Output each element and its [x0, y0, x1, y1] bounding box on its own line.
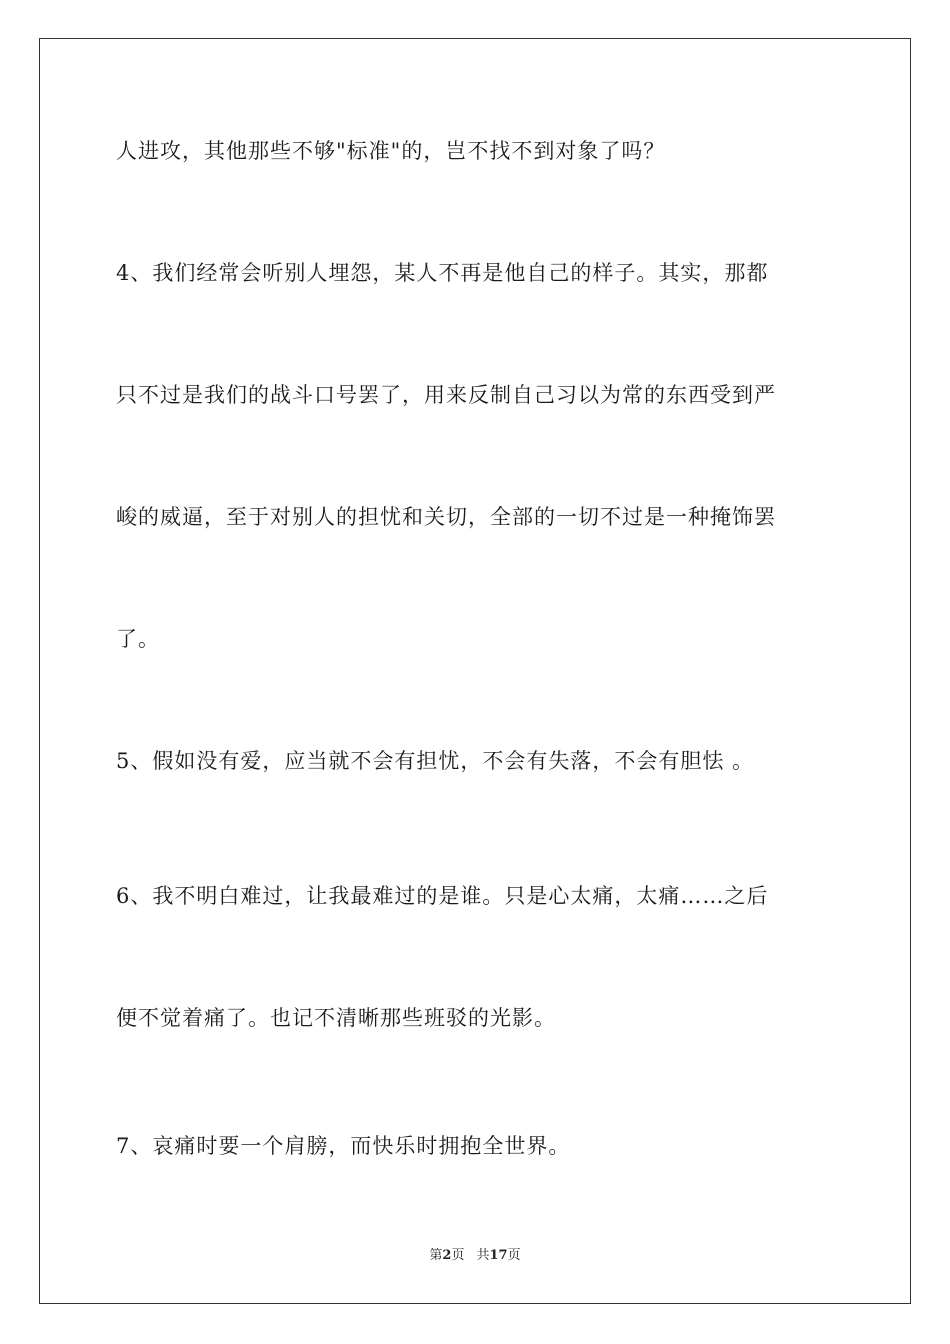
text-line-8: 便不觉着痛了。也记不清晰那些班驳的光影。 [116, 1006, 556, 1030]
text-line-3: 只不过是我们的战斗口号罢了，用来反制自己习以为常的东西受到严 [116, 383, 776, 407]
total-suffix: 页 [507, 1248, 521, 1263]
total-prefix: 共 [476, 1248, 490, 1263]
page-suffix: 页 [451, 1248, 465, 1263]
text-line-1: 人进攻，其他那些不够"标准"的，岂不找不到对象了吗？ [116, 139, 666, 163]
page-total: 17 [489, 1248, 508, 1263]
page-prefix: 第 [429, 1248, 443, 1263]
text-line-2: 4、我们经常会听别人埋怨，某人不再是他自己的样子。其实，那都 [116, 261, 769, 285]
text-line-5: 了。 [116, 627, 160, 651]
page-border [39, 38, 911, 1304]
text-line-6: 5、假如没有爱，应当就不会有担忧，不会有失落，不会有胆怯 。 [116, 749, 755, 773]
text-line-7: 6、我不明白难过，让我最难过的是谁。只是心太痛，太痛……之后 [116, 884, 769, 908]
page-current: 2 [442, 1248, 452, 1263]
page-footer [0, 1247, 950, 1265]
text-line-4: 峻的威逼，至于对别人的担忧和关切，全部的一切不过是一种掩饰罢 [116, 505, 776, 529]
text-line-9: 7、哀痛时要一个肩膀，而快乐时拥抱全世界。 [116, 1134, 571, 1158]
